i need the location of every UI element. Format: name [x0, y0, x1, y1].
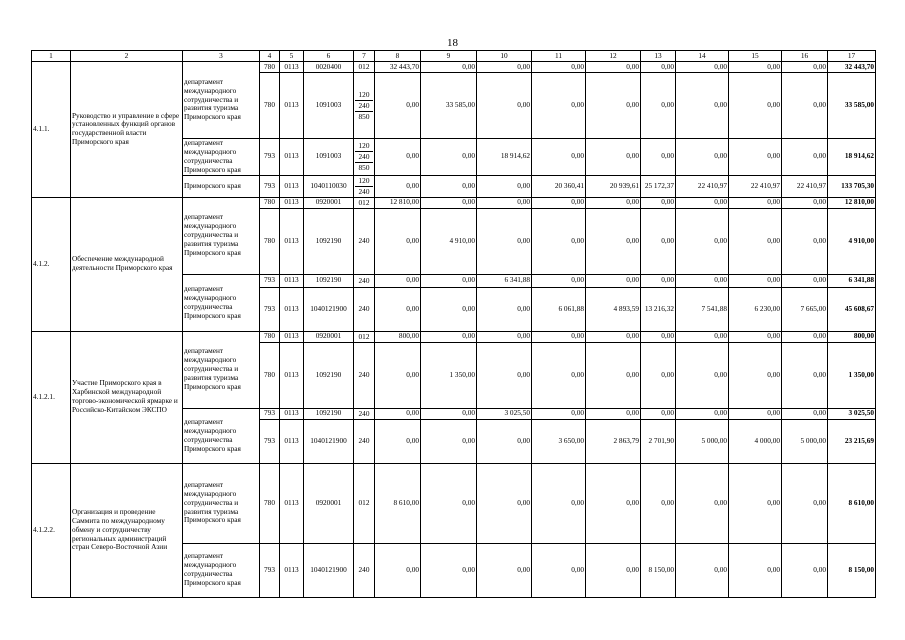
year-amount: 0,00 [586, 543, 641, 597]
grbs-code: 780 [260, 62, 280, 73]
expense-type-codes [354, 419, 375, 463]
year-amount: 0,00 [532, 139, 586, 176]
section-code: 0113 [280, 419, 304, 463]
year-amount: 0,00 [532, 463, 586, 543]
executor-name: департамент международного сотрудничества Приморского края [183, 408, 260, 463]
expense-type-code: 850 [358, 111, 370, 121]
section-code: 0113 [280, 543, 304, 597]
target-article-code: 1040110030 [304, 175, 354, 197]
year-amount: 0,00 [477, 331, 532, 342]
target-article-code: 1092190 [304, 208, 354, 274]
expense-type-code: 240 [358, 236, 370, 246]
expense-type-codes [354, 543, 375, 597]
year-amount: 0,00 [676, 331, 729, 342]
year-amount: 0,00 [532, 543, 586, 597]
year-amount: 0,00 [375, 419, 421, 463]
year-amount: 0,00 [782, 463, 828, 543]
year-amount: 6 230,00 [729, 287, 782, 331]
year-amount: 0,00 [641, 463, 676, 543]
year-amount: 0,00 [532, 73, 586, 139]
expense-type-code: 240 [358, 186, 370, 196]
grbs-code: 780 [260, 331, 280, 342]
year-amount: 0,00 [729, 62, 782, 73]
year-amount: 0,00 [729, 197, 782, 208]
total-amount: 3 025,50 [828, 408, 876, 419]
column-header-7: 7 [354, 51, 375, 62]
expense-type-code: 850 [358, 162, 370, 172]
budget-table [31, 50, 876, 598]
measure-name: Участие Приморского края в Харбинской международной торгово-экономической ярмарке и Российско-Китайском ЭКСПО [71, 331, 183, 463]
year-amount: 0,00 [782, 331, 828, 342]
total-amount: 1 350,00 [828, 342, 876, 408]
year-amount: 0,00 [729, 208, 782, 274]
expense-type-codes [354, 175, 375, 197]
year-amount: 0,00 [782, 73, 828, 139]
year-amount: 0,00 [641, 274, 676, 287]
column-header-14: 14 [676, 51, 729, 62]
column-header-1: 1 [32, 51, 71, 62]
expense-type-code: 012 [358, 197, 370, 207]
year-amount: 25 172,37 [641, 175, 676, 197]
column-header-9: 9 [421, 51, 477, 62]
year-amount: 0,00 [421, 139, 477, 176]
executor-name: департамент международного сотрудничества и развития туризма Приморского края [183, 331, 260, 408]
measure-code: 4.1.1. [32, 62, 71, 198]
total-amount: 33 585,00 [828, 73, 876, 139]
grbs-code: 793 [260, 287, 280, 331]
measure-name: Руководство и управление в сфере установленных функций органов государственной власти Приморского края [71, 62, 183, 198]
total-amount: 133 705,30 [828, 175, 876, 197]
year-amount: 0,00 [532, 408, 586, 419]
total-amount: 8 610,00 [828, 463, 876, 543]
column-header-11: 11 [532, 51, 586, 62]
section-code: 0113 [280, 139, 304, 176]
year-amount: 22 410,97 [729, 175, 782, 197]
year-amount: 0,00 [729, 331, 782, 342]
expense-type-code: 012 [358, 62, 370, 71]
expense-type-code: 120 [355, 141, 373, 152]
year-amount: 6 061,88 [532, 287, 586, 331]
year-amount: 0,00 [477, 287, 532, 331]
year-amount: 2 701,90 [641, 419, 676, 463]
expense-type-codes [354, 463, 375, 543]
year-amount: 0,00 [676, 197, 729, 208]
year-amount: 0,00 [421, 197, 477, 208]
executor-name: департамент международного сотрудничества и развития туризма Приморского края [183, 197, 260, 274]
executor-name: Приморского края [183, 175, 260, 197]
grbs-code: 793 [260, 419, 280, 463]
column-header-3: 3 [183, 51, 260, 62]
year-amount: 0,00 [676, 408, 729, 419]
year-amount: 0,00 [586, 463, 641, 543]
year-amount: 0,00 [477, 197, 532, 208]
measure-code: 4.1.2.2. [32, 463, 71, 597]
year-amount: 0,00 [375, 543, 421, 597]
year-amount: 0,00 [421, 287, 477, 331]
year-amount: 13 216,32 [641, 287, 676, 331]
year-amount: 0,00 [782, 139, 828, 176]
column-header-16: 16 [782, 51, 828, 62]
expense-type-code: 240 [358, 408, 370, 418]
year-amount: 0,00 [782, 408, 828, 419]
year-amount: 0,00 [641, 73, 676, 139]
year-amount: 0,00 [782, 197, 828, 208]
year-amount: 0,00 [641, 197, 676, 208]
year-amount: 0,00 [477, 208, 532, 274]
column-header-6: 6 [304, 51, 354, 62]
section-code: 0113 [280, 342, 304, 408]
year-amount: 0,00 [641, 408, 676, 419]
year-amount: 0,00 [375, 342, 421, 408]
year-amount: 3 650,00 [532, 419, 586, 463]
target-article-code: 1040121900 [304, 419, 354, 463]
measure-code: 4.1.2. [32, 197, 71, 331]
column-header-8: 8 [375, 51, 421, 62]
year-amount: 0,00 [641, 208, 676, 274]
year-amount: 8 610,00 [375, 463, 421, 543]
target-article-code: 0920001 [304, 463, 354, 543]
year-amount: 1 350,00 [421, 342, 477, 408]
expense-type-code: 240 [355, 101, 373, 112]
target-article-code: 1091003 [304, 139, 354, 176]
measure-name: Организация и проведение Саммита по международному обмену и сотрудничеству региональных администраций стран Северо-Восточной Азии [71, 463, 183, 597]
year-amount: 4 000,00 [729, 419, 782, 463]
section-code: 0113 [280, 62, 304, 73]
section-code: 0113 [280, 274, 304, 287]
total-amount: 6 341,88 [828, 274, 876, 287]
year-amount: 6 341,88 [477, 274, 532, 287]
total-amount: 8 150,00 [828, 543, 876, 597]
section-code: 0113 [280, 287, 304, 331]
year-amount: 0,00 [729, 408, 782, 419]
expense-type-codes [354, 331, 375, 342]
year-amount: 0,00 [586, 274, 641, 287]
section-code: 0113 [280, 463, 304, 543]
year-amount: 0,00 [676, 208, 729, 274]
target-article-code: 1040121900 [304, 287, 354, 331]
year-amount: 8 150,00 [641, 543, 676, 597]
year-amount: 0,00 [676, 274, 729, 287]
header-row [32, 51, 876, 62]
column-header-5: 5 [280, 51, 304, 62]
year-amount: 0,00 [477, 62, 532, 73]
year-amount: 0,00 [477, 419, 532, 463]
year-amount: 0,00 [421, 62, 477, 73]
measure-code: 4.1.2.1. [32, 331, 71, 463]
year-amount: 0,00 [421, 419, 477, 463]
column-header-15: 15 [729, 51, 782, 62]
year-amount: 0,00 [729, 139, 782, 176]
year-amount: 7 665,00 [782, 287, 828, 331]
expense-type-code: 012 [358, 331, 370, 341]
year-amount: 22 410,97 [782, 175, 828, 197]
year-amount: 20 939,61 [586, 175, 641, 197]
year-amount: 0,00 [586, 408, 641, 419]
year-amount: 0,00 [782, 208, 828, 274]
expense-type-codes [354, 62, 375, 73]
table-row [32, 197, 876, 208]
year-amount: 5 000,00 [676, 419, 729, 463]
year-amount: 0,00 [641, 342, 676, 408]
expense-type-code: 240 [358, 436, 370, 446]
year-amount: 0,00 [477, 175, 532, 197]
year-amount: 0,00 [375, 139, 421, 176]
target-article-code: 0020400 [304, 62, 354, 73]
column-header-2: 2 [71, 51, 183, 62]
year-amount: 0,00 [375, 73, 421, 139]
target-article-code: 0920001 [304, 197, 354, 208]
year-amount: 0,00 [532, 62, 586, 73]
year-amount: 2 863,79 [586, 419, 641, 463]
column-header-13: 13 [641, 51, 676, 62]
year-amount: 0,00 [477, 342, 532, 408]
target-article-code: 0920001 [304, 331, 354, 342]
expense-type-codes [354, 197, 375, 208]
year-amount: 0,00 [676, 73, 729, 139]
expense-type-codes [354, 342, 375, 408]
year-amount: 0,00 [586, 197, 641, 208]
section-code: 0113 [280, 175, 304, 197]
executor-name: департамент международного сотрудничества Приморского края [183, 139, 260, 176]
column-header-10: 10 [477, 51, 532, 62]
year-amount: 0,00 [729, 463, 782, 543]
year-amount: 0,00 [375, 175, 421, 197]
year-amount: 3 025,50 [477, 408, 532, 419]
year-amount: 0,00 [375, 274, 421, 287]
total-amount: 800,00 [828, 331, 876, 342]
year-amount: 20 360,41 [532, 175, 586, 197]
year-amount: 0,00 [421, 274, 477, 287]
executor-name: департамент международного сотрудничества и развития туризма Приморского края [183, 62, 260, 139]
year-amount: 0,00 [375, 287, 421, 331]
year-amount: 0,00 [641, 331, 676, 342]
year-amount: 4 910,00 [421, 208, 477, 274]
year-amount: 0,00 [586, 139, 641, 176]
total-amount: 4 910,00 [828, 208, 876, 274]
year-amount: 0,00 [532, 274, 586, 287]
year-amount: 18 914,62 [477, 139, 532, 176]
year-amount: 33 585,00 [421, 73, 477, 139]
year-amount: 0,00 [421, 331, 477, 342]
year-amount: 5 000,00 [782, 419, 828, 463]
year-amount: 0,00 [532, 331, 586, 342]
year-amount: 0,00 [782, 543, 828, 597]
year-amount: 0,00 [477, 463, 532, 543]
target-article-code: 1092190 [304, 408, 354, 419]
column-header-4: 4 [260, 51, 280, 62]
table-row [32, 463, 876, 543]
year-amount: 0,00 [729, 274, 782, 287]
year-amount: 0,00 [421, 408, 477, 419]
year-amount: 0,00 [532, 197, 586, 208]
year-amount: 0,00 [586, 73, 641, 139]
grbs-code: 793 [260, 175, 280, 197]
total-amount: 12 810,00 [828, 197, 876, 208]
year-amount: 0,00 [676, 342, 729, 408]
year-amount: 0,00 [729, 543, 782, 597]
year-amount: 0,00 [532, 342, 586, 408]
year-amount: 0,00 [477, 543, 532, 597]
expense-type-codes [354, 73, 375, 139]
expense-type-codes [354, 287, 375, 331]
year-amount: 12 810,00 [375, 197, 421, 208]
total-amount: 32 443,70 [828, 62, 876, 73]
year-amount: 0,00 [729, 73, 782, 139]
year-amount: 0,00 [676, 139, 729, 176]
executor-name: департамент международного сотрудничества Приморского края [183, 274, 260, 331]
expense-type-code: 240 [358, 565, 370, 575]
measure-name: Обеспечение международной деятельности Приморского края [71, 197, 183, 331]
expense-type-code: 240 [358, 304, 370, 314]
section-code: 0113 [280, 73, 304, 139]
grbs-code: 780 [260, 342, 280, 408]
grbs-code: 793 [260, 543, 280, 597]
section-code: 0113 [280, 208, 304, 274]
section-code: 0113 [280, 408, 304, 419]
year-amount: 0,00 [782, 62, 828, 73]
year-amount: 0,00 [586, 342, 641, 408]
year-amount: 0,00 [641, 139, 676, 176]
target-article-code: 1040121900 [304, 543, 354, 597]
year-amount: 0,00 [676, 463, 729, 543]
year-amount: 0,00 [532, 208, 586, 274]
target-article-code: 1091003 [304, 73, 354, 139]
year-amount: 800,00 [375, 331, 421, 342]
grbs-code: 793 [260, 408, 280, 419]
total-amount: 45 608,67 [828, 287, 876, 331]
grbs-code: 793 [260, 139, 280, 176]
total-amount: 18 914,62 [828, 139, 876, 176]
expense-type-code: 240 [358, 370, 370, 380]
year-amount: 7 541,88 [676, 287, 729, 331]
expense-type-code: 012 [358, 498, 370, 508]
grbs-code: 780 [260, 463, 280, 543]
year-amount: 4 893,59 [586, 287, 641, 331]
year-amount: 0,00 [782, 274, 828, 287]
executor-name: департамент международного сотрудничества Приморского края [183, 543, 260, 597]
target-article-code: 1092190 [304, 342, 354, 408]
expense-type-code: 240 [355, 152, 373, 163]
year-amount: 0,00 [641, 62, 676, 73]
year-amount: 0,00 [586, 331, 641, 342]
expense-type-codes [354, 139, 375, 176]
expense-type-code: 240 [358, 275, 370, 285]
year-amount: 0,00 [676, 62, 729, 73]
year-amount: 0,00 [375, 408, 421, 419]
year-amount: 0,00 [421, 543, 477, 597]
year-amount: 0,00 [421, 175, 477, 197]
year-amount: 0,00 [782, 342, 828, 408]
year-amount: 0,00 [586, 208, 641, 274]
grbs-code: 793 [260, 274, 280, 287]
page-number: 18 [447, 37, 458, 49]
year-amount: 32 443,70 [375, 62, 421, 73]
total-amount: 23 215,69 [828, 419, 876, 463]
grbs-code: 780 [260, 208, 280, 274]
grbs-code: 780 [260, 73, 280, 139]
year-amount: 0,00 [676, 543, 729, 597]
expense-type-codes [354, 408, 375, 419]
grbs-code: 780 [260, 197, 280, 208]
year-amount: 0,00 [477, 73, 532, 139]
table-row [32, 62, 876, 73]
year-amount: 0,00 [586, 62, 641, 73]
expense-type-codes [354, 208, 375, 274]
section-code: 0113 [280, 331, 304, 342]
expense-type-codes [354, 274, 375, 287]
expense-type-code: 120 [355, 90, 373, 101]
expense-type-code: 120 [355, 176, 373, 187]
executor-name: департамент международного сотрудничества и развития туризма Приморского края [183, 463, 260, 543]
column-header-17: 17 [828, 51, 876, 62]
section-code: 0113 [280, 197, 304, 208]
table-row [32, 331, 876, 342]
year-amount: 0,00 [421, 463, 477, 543]
year-amount: 0,00 [375, 208, 421, 274]
year-amount: 0,00 [729, 342, 782, 408]
target-article-code: 1092190 [304, 274, 354, 287]
year-amount: 22 410,97 [676, 175, 729, 197]
column-header-12: 12 [586, 51, 641, 62]
